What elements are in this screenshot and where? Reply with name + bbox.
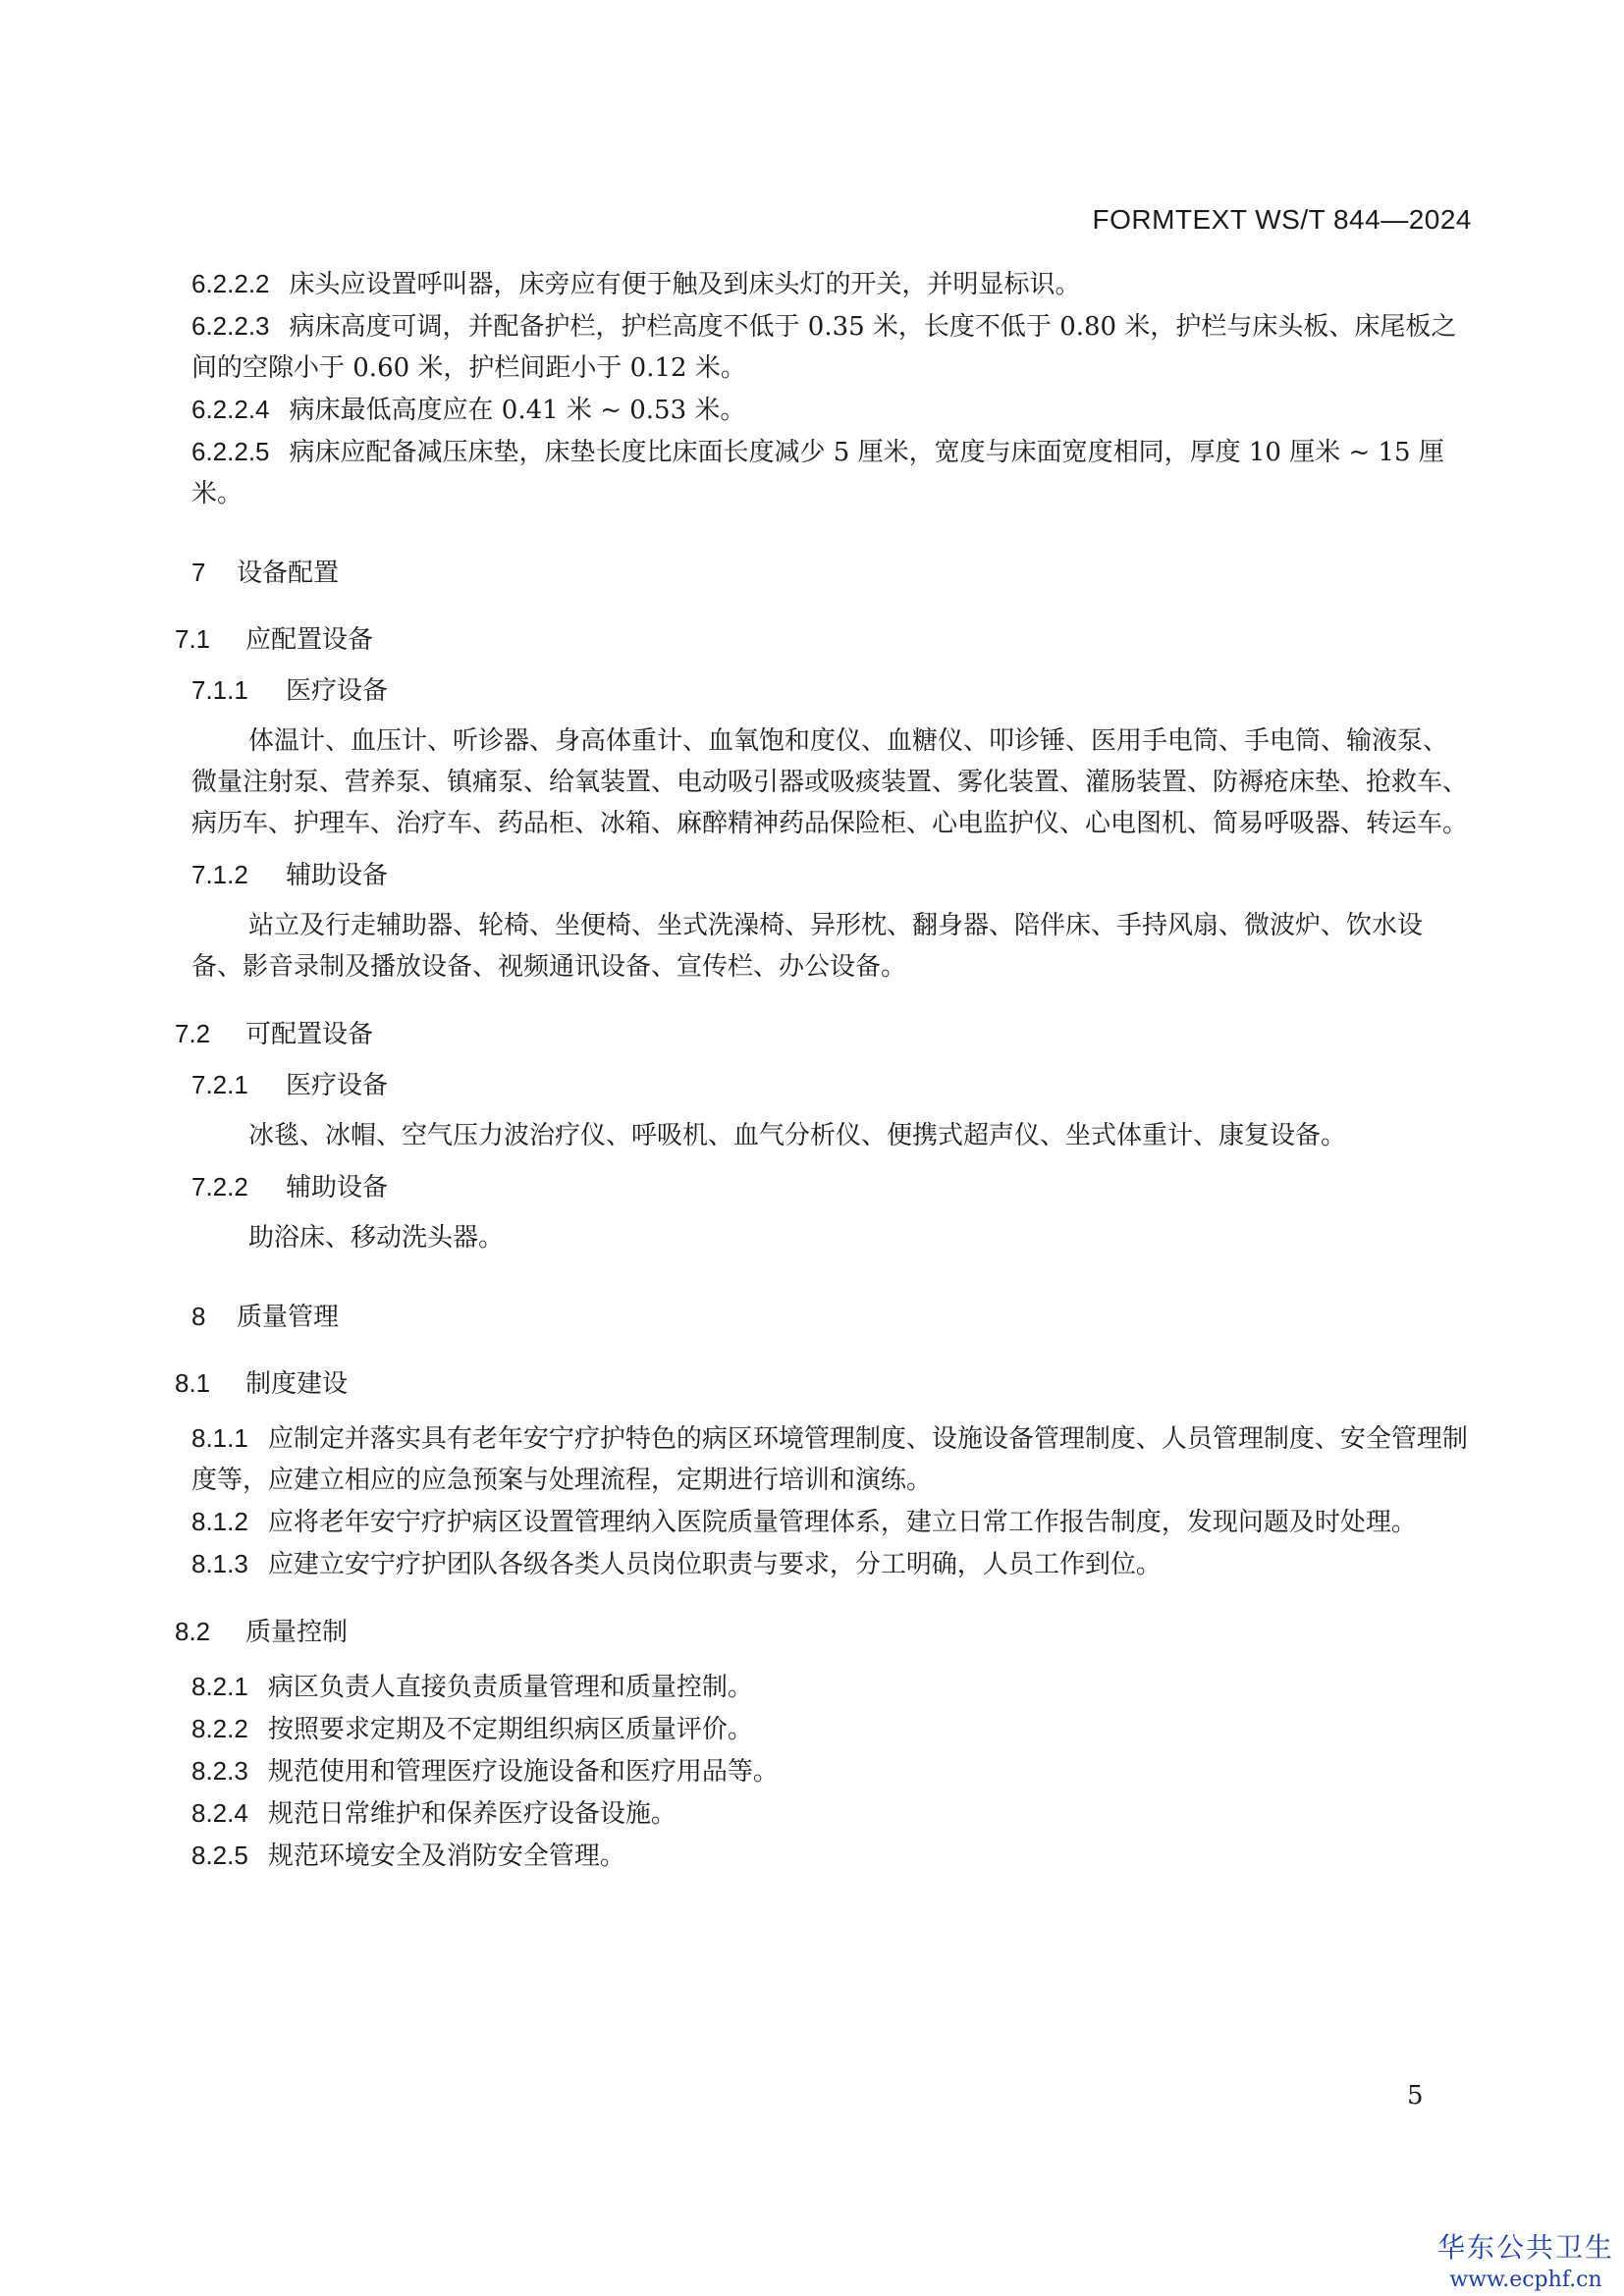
clause-text: 床头应设置呼叫器，床旁应有便于触及到床头灯的开关，并明显标识。 xyxy=(289,270,1081,299)
watermark-url: www.ecphf.cn xyxy=(1449,2268,1602,2292)
clause-8-1-3 xyxy=(191,1543,1468,1585)
page-number: 5 xyxy=(1407,2081,1424,2110)
section-title: 辅助设备 xyxy=(286,1172,389,1201)
clause-number: 6.2.2.4 xyxy=(191,395,270,424)
section-8-2-heading xyxy=(175,1611,1468,1652)
clause-8-2-3 xyxy=(191,1750,1468,1792)
clause-6-2-2-5 xyxy=(191,431,1468,514)
section-7-heading xyxy=(191,552,1468,593)
clause-8-1-1 xyxy=(191,1417,1468,1501)
watermark-name: 华东公共卫生 xyxy=(1436,2231,1614,2264)
section-title: 质量控制 xyxy=(245,1617,349,1646)
section-number: 7.1.2 xyxy=(191,860,248,889)
section-number: 8 xyxy=(191,1302,206,1331)
section-title: 医疗设备 xyxy=(286,675,389,705)
section-8-heading xyxy=(191,1296,1468,1337)
section-number: 7.2.1 xyxy=(191,1070,248,1099)
section-7-1-1-heading xyxy=(191,669,1468,711)
clause-text: 病床应配备减压床垫，床垫长度比床面长度减少 5 厘米，宽度与床面宽度相同，厚度 10 厘米 ~ 15 厘米。 xyxy=(191,438,1444,508)
section-7-1-2-text: 站立及行走辅助器、轮椅、坐便椅、坐式洗澡椅、异形枕、翻身器、陪伴床、手持风扇、微波炉、饮水设备、影音录制及播放设备、视频通讯设备、宣传栏、办公设备。 xyxy=(191,911,1424,982)
clause-number: 8.1.1 xyxy=(191,1423,248,1453)
clause-6-2-2-2 xyxy=(191,263,1468,305)
section-7-2-1-heading xyxy=(191,1064,1468,1105)
section-number: 8.1 xyxy=(175,1368,211,1398)
section-number: 7.2 xyxy=(175,1019,211,1048)
clause-text: 病区负责人直接负责质量管理和质量控制。 xyxy=(267,1673,753,1702)
clause-number: 8.2.3 xyxy=(191,1756,248,1786)
section-number: 8.2 xyxy=(175,1617,211,1646)
clause-6-2-2-3 xyxy=(191,305,1468,389)
section-title: 辅助设备 xyxy=(286,860,389,889)
clause-text: 按照要求定期及不定期组织病区质量评价。 xyxy=(267,1715,753,1744)
clause-8-2-1 xyxy=(191,1666,1468,1708)
section-title: 应配置设备 xyxy=(245,624,374,654)
section-number: 7.2.2 xyxy=(191,1172,248,1201)
clause-text: 规范使用和管理医疗设施设备和医疗用品等。 xyxy=(267,1757,779,1787)
site-watermark xyxy=(1428,2226,1624,2296)
clause-number: 8.2.1 xyxy=(191,1672,248,1701)
section-title: 制度建设 xyxy=(245,1368,349,1398)
clause-text: 应将老年安宁疗护病区设置管理纳入医院质量管理体系，建立日常工作报告制度，发现问题及时处理。 xyxy=(267,1508,1417,1537)
clause-number: 6.2.2.2 xyxy=(191,269,270,298)
section-7-1-2-heading xyxy=(191,854,1468,895)
section-8-1-heading xyxy=(175,1362,1468,1404)
section-7-2-2-text: 助浴床、移动洗头器。 xyxy=(248,1223,505,1253)
clause-8-2-2 xyxy=(191,1708,1468,1750)
section-number: 7 xyxy=(191,558,206,587)
clause-number: 6.2.2.3 xyxy=(191,311,270,341)
clause-number: 8.1.2 xyxy=(191,1507,248,1536)
clause-8-2-5 xyxy=(191,1835,1468,1877)
section-7-2-2-heading xyxy=(191,1166,1468,1207)
clause-text: 病床高度可调，并配备护栏，护栏高度不低于 0.35 米，长度不低于 0.80 米，护栏与床头板、床尾板之间的空隙小于 0.60 米，护栏间距小于 0.12 米。 xyxy=(191,312,1457,383)
section-7-2-1-text: 冰毯、冰帽、空气压力波治疗仪、呼吸机、血气分析仪、便携式超声仪、坐式体重计、康复设备。 xyxy=(248,1121,1347,1150)
clause-text: 规范日常维护和保养医疗设备设施。 xyxy=(267,1799,677,1829)
section-title: 医疗设备 xyxy=(286,1070,389,1099)
document-body xyxy=(175,263,1469,1877)
clause-8-2-4 xyxy=(191,1792,1468,1835)
clause-8-1-2 xyxy=(191,1501,1468,1543)
clause-number: 6.2.2.5 xyxy=(191,437,270,466)
clause-number: 8.2.2 xyxy=(191,1714,248,1743)
clause-text: 应建立安宁疗护团队各级各类人员岗位职责与要求，分工明确，人员工作到位。 xyxy=(267,1550,1162,1579)
document-code: FORMTEXT WS/T 844—2024 xyxy=(1092,204,1472,235)
section-7-1-heading xyxy=(175,618,1468,660)
clause-number: 8.2.5 xyxy=(191,1841,248,1870)
clause-text: 病床最低高度应在 0.41 米 ~ 0.53 米。 xyxy=(289,396,746,425)
clause-number: 8.1.3 xyxy=(191,1549,248,1578)
section-title: 质量管理 xyxy=(237,1302,340,1331)
section-title: 可配置设备 xyxy=(245,1019,374,1048)
section-7-2-heading xyxy=(175,1013,1468,1054)
clause-number: 8.2.4 xyxy=(191,1798,248,1828)
clause-text: 应制定并落实具有老年安宁疗护特色的病区环境管理制度、设施设备管理制度、人员管理制度、安全管理制度等，应建立相应的应急预案与处理流程，定期进行培训和演练。 xyxy=(191,1424,1468,1495)
clause-6-2-2-4 xyxy=(191,389,1468,431)
clause-text: 规范环境安全及消防安全管理。 xyxy=(267,1842,625,1871)
section-7-1-1-text: 体温计、血压计、听诊器、身高体重计、血氧饱和度仪、血糖仪、叩诊锤、医用手电筒、手电筒、输液泵、微量注射泵、营养泵、镇痛泵、给氧装置、电动吸引器或吸痰装置、雾化装置、灌肠装置、防褥疮床垫、抢救车、病历车、护理车、治疗车、药品柜、冰箱、麻醉精神药品保险柜、心电监护仪、心电图机、简易呼吸器、转运车。 xyxy=(191,726,1469,838)
section-number: 7.1 xyxy=(175,624,211,654)
section-title: 设备配置 xyxy=(237,558,340,587)
section-number: 7.1.1 xyxy=(191,675,248,705)
